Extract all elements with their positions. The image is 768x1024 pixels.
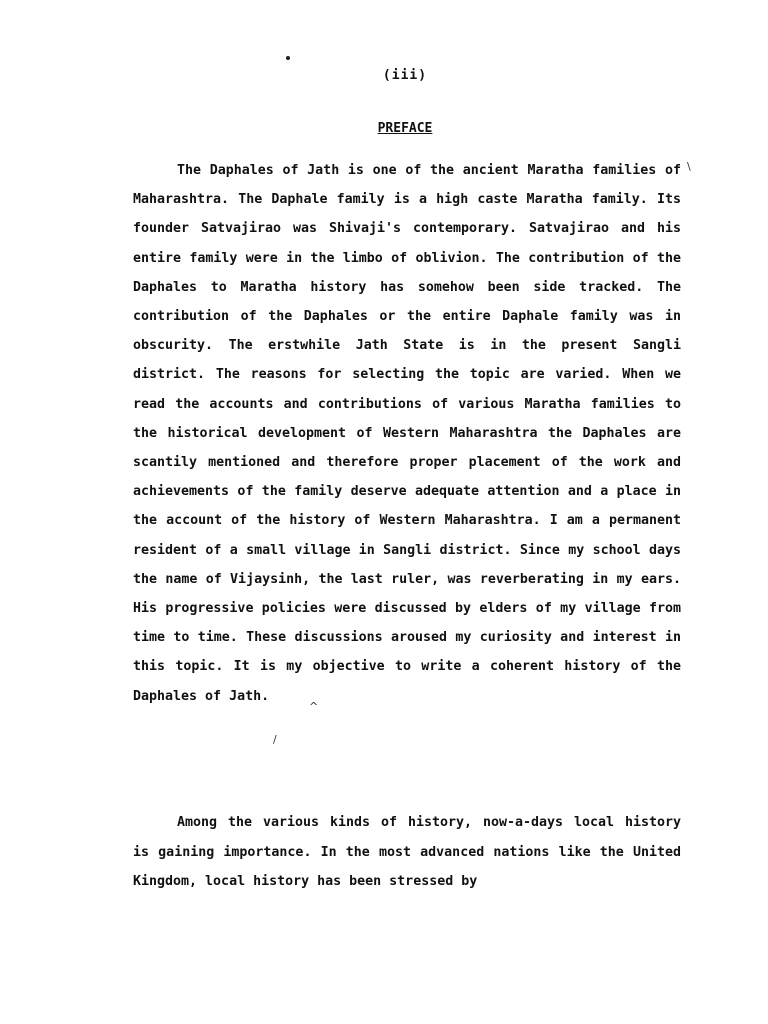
page-heading: PREFACE: [377, 121, 433, 136]
ink-speck: [286, 56, 290, 60]
paragraph-2: Among the various kinds of history, now-a-days local history is gaining importance. In the most advanced nations like the United Kingdom, local history has been stressed by: [133, 815, 681, 889]
paragraph-1: The Daphales of Jath is one of the ancient Maratha families of Maharashtra. The Daphale family is a high caste Maratha family. Its founder Satvajirao was Shivaji's contemporary. Satvajirao and his entire family were in the limbo of oblivion. The contribution of the Daphales to Maratha history has somehow been side tracked. The contribution of the Daphales or the entire Daphale family was in obscurity. The erstwhile Jath State is in the present Sangli district. The reasons for selecting the topic are varied. When we read the accounts and contributions of various Maratha families to the historical development of Western Maharashtra the Daphales are scantily mentioned and therefore proper placement of the work and achievements of the family deserve adequate attention and a place in the account of the history of Western Maharashtra. I am a permanent resident of a small village in Sangli district. Since my school days the name of Vijaysinh, the last ruler, was reverberating in my ears. His progressive policies were discussed by elders of my village from time to time. These discussions aroused my curiosity and interest in this topic. It is my objective to write a coherent history of the Daphales of Jath.: [133, 163, 681, 704]
handwritten-tick-mark: /: [273, 733, 277, 746]
handwritten-caret-mark: ^: [309, 700, 319, 713]
page-number: (iii): [382, 68, 428, 83]
margin-mark: \: [687, 160, 691, 173]
